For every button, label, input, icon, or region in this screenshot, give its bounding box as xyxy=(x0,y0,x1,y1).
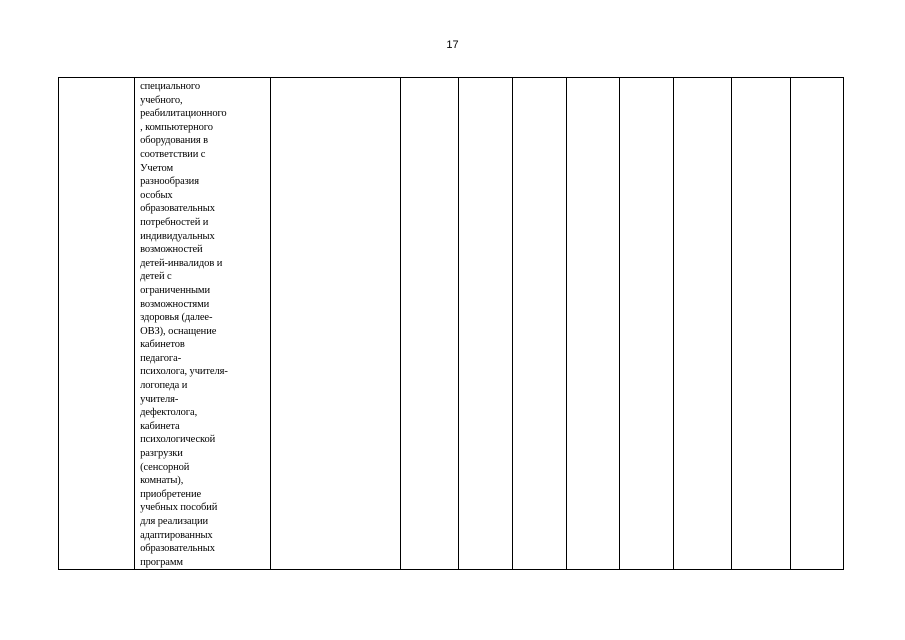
description-line: индивидуальных xyxy=(140,230,215,242)
description-line: детей-инвалидов и xyxy=(140,257,223,269)
description-line: образовательных xyxy=(140,543,215,555)
table-cell-empty xyxy=(401,78,459,570)
description-line: учителя- xyxy=(140,393,179,405)
description-line: ОВЗ), оснащение xyxy=(140,325,217,337)
description-line: возможностями xyxy=(140,298,210,310)
description-line: образовательных xyxy=(140,203,215,215)
description-line: учебного, xyxy=(140,94,183,106)
table-cell-empty xyxy=(731,78,790,570)
table-cell-empty xyxy=(566,78,619,570)
page-number: 17 xyxy=(446,39,459,51)
description-line: разгрузки xyxy=(140,448,183,460)
table-cell-description xyxy=(135,78,271,570)
description-line: разнообразия xyxy=(140,176,199,188)
description-line: особых xyxy=(140,189,173,201)
description-line: логопеда и xyxy=(140,380,188,392)
description-line: специального xyxy=(140,81,201,92)
description-line: психологической xyxy=(140,434,216,446)
description-line: возможностей xyxy=(140,244,203,256)
description-line: детей с xyxy=(140,271,172,283)
table-cell-empty xyxy=(790,78,843,570)
description-line: учебных пособий xyxy=(140,502,218,514)
description-line: Учетом xyxy=(140,162,174,174)
description-line: кабинета xyxy=(140,420,180,432)
description-line: реабилитационного xyxy=(140,108,227,120)
table-cell-empty xyxy=(271,78,401,570)
description-line: педагога- xyxy=(140,352,182,364)
description-line: для реализации xyxy=(140,516,209,527)
table-cell-empty xyxy=(512,78,566,570)
description-line: психолога, учителя- xyxy=(140,366,228,378)
description-line: оборудования в xyxy=(140,135,208,147)
description-line: кабинетов xyxy=(140,339,185,351)
description-line: здоровья (далее- xyxy=(140,312,213,324)
table-cell-empty xyxy=(619,78,673,570)
description-line: приобретение xyxy=(140,488,202,500)
description-line: дефектолога, xyxy=(140,407,198,419)
table-cell-number xyxy=(59,78,135,570)
description-line: (сенсорной xyxy=(140,461,190,473)
description-text xyxy=(135,78,270,569)
description-line: потребностей и xyxy=(140,216,209,228)
description-line: ограниченными xyxy=(140,284,210,296)
description-line: , компьютерного xyxy=(140,121,213,133)
description-line: соответствии с xyxy=(140,148,206,160)
table-row xyxy=(59,78,844,570)
description-line: программ xyxy=(140,556,183,568)
document-table xyxy=(58,77,844,570)
description-line: комнаты), xyxy=(140,475,184,487)
table-cell-empty xyxy=(459,78,512,570)
description-line: адаптированных xyxy=(140,529,213,541)
table-cell-empty xyxy=(673,78,731,570)
